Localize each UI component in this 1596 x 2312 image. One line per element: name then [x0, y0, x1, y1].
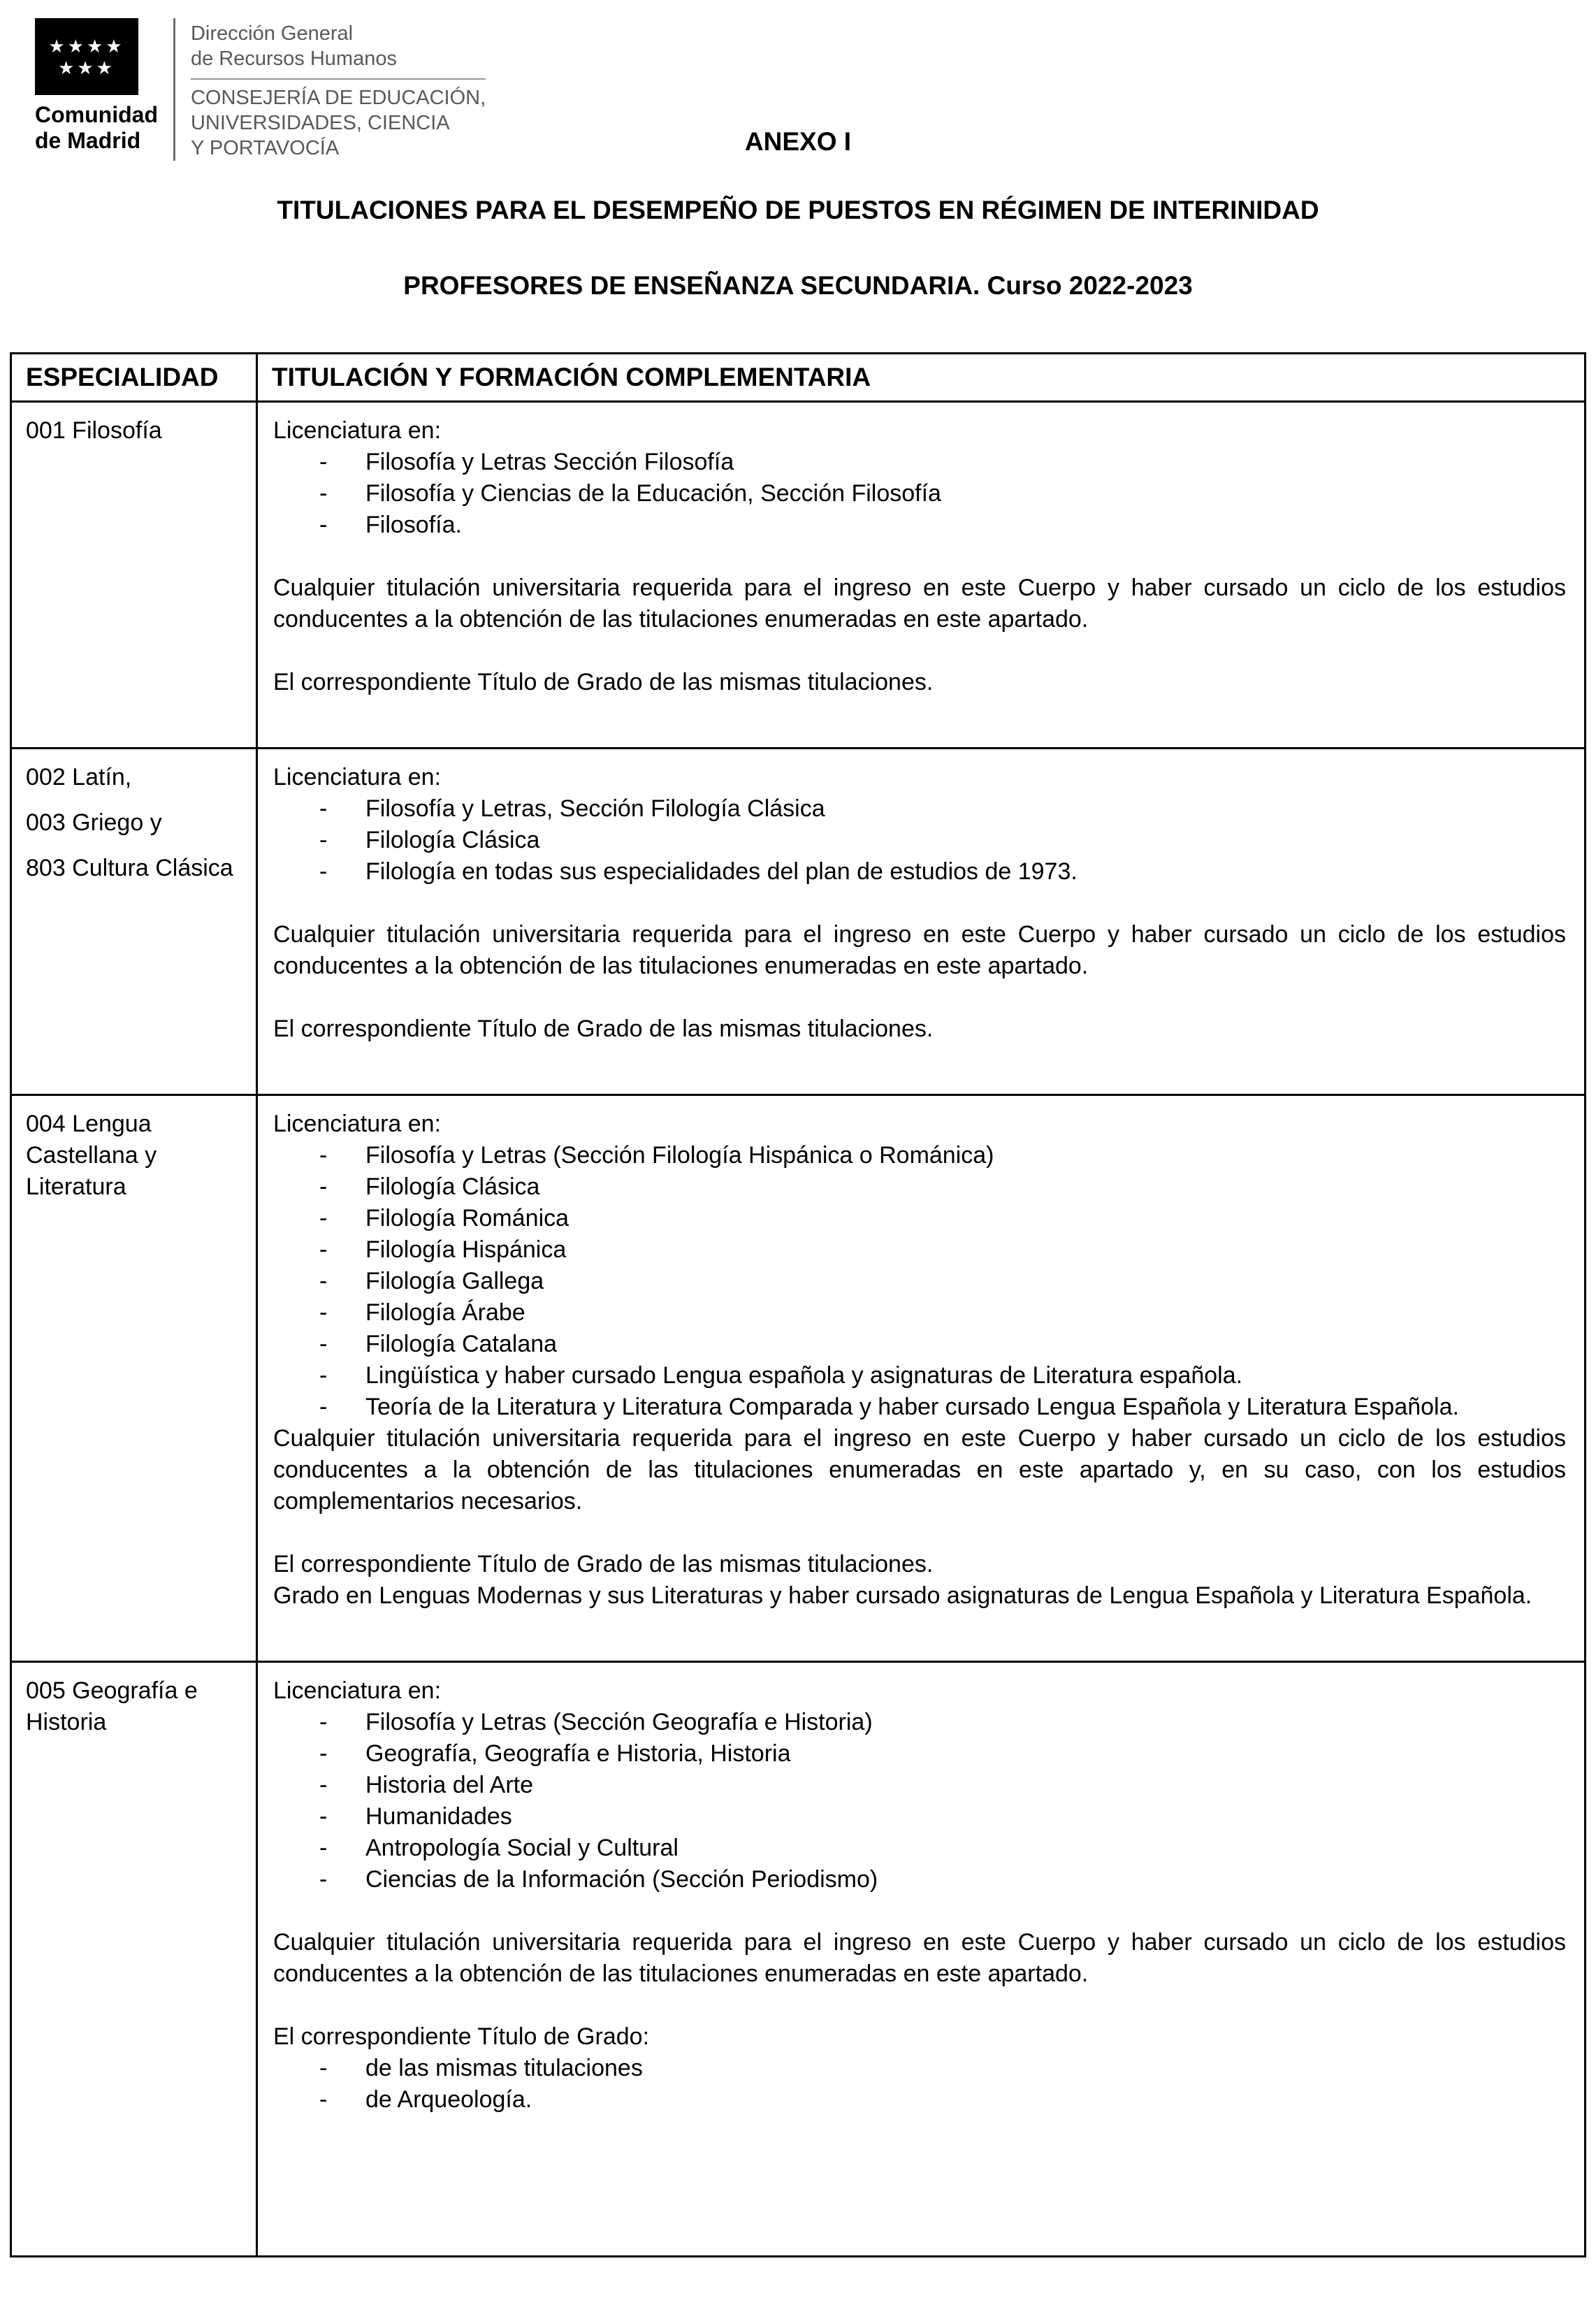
qualifications-table: [10, 352, 1586, 2257]
dept-line: Dirección General: [190, 22, 354, 45]
specialty-line: 005 Geografía e: [26, 1677, 198, 1704]
list-item-text: Filología Románica: [365, 1205, 570, 1231]
specialty-cell: [11, 749, 257, 1095]
list-item-text: de las mismas titulaciones: [365, 2055, 643, 2081]
dash-bullet: -: [319, 1205, 328, 1231]
specialty-line: 001 Filosofía: [26, 417, 162, 444]
list-item-text: Filología Clásica: [365, 827, 540, 853]
titulacion-list-item: [319, 1329, 1566, 1360]
dash-bullet: -: [319, 827, 328, 853]
logo-wordmark: [35, 102, 158, 154]
paragraph: Licenciatura en:: [273, 1677, 442, 1704]
specialty-line: 003 Griego y: [26, 809, 162, 836]
dash-bullet: -: [319, 1362, 328, 1389]
titulacion-list-item: [319, 2084, 1566, 2116]
specialty-cell: [11, 1662, 257, 2257]
table-row: [11, 1095, 1586, 1662]
titulacion-list-item: [319, 1833, 1566, 1864]
titulacion-cell: [257, 749, 1586, 1095]
dash-bullet: -: [319, 1268, 328, 1294]
list-item-text: Filosofía y Ciencias de la Educación, Sección Filosofía: [365, 480, 941, 507]
dash-bullet: -: [319, 1740, 328, 1767]
paragraph: El correspondiente Título de Grado de las mismas titulaciones.: [273, 669, 934, 695]
dash-bullet: -: [319, 1331, 328, 1357]
list-item-text: Filosofía y Letras, Sección Filología Clásica: [365, 795, 825, 822]
dash-bullet: -: [319, 512, 328, 538]
madrid-flag-stars-icon: [35, 18, 138, 95]
paragraph: El correspondiente Título de Grado:: [273, 2023, 650, 2050]
paragraph: Licenciatura en:: [273, 764, 442, 790]
dash-bullet: -: [319, 480, 328, 507]
council-line: Y PORTAVOCÍA: [190, 137, 340, 159]
council-line: CONSEJERÍA DE EDUCACIÓN,: [190, 87, 486, 109]
subtitle: PROFESORES DE ENSEÑANZA SECUNDARIA. Curso 2022-2023: [403, 271, 1193, 300]
titulacion-list-item: [319, 1707, 1566, 1738]
titulacion-list-item: [319, 447, 1566, 478]
annex-title: ANEXO I: [744, 127, 852, 156]
dash-bullet: -: [319, 1835, 328, 1861]
dash-bullet: -: [319, 1866, 328, 1893]
column-header-titulacion: TITULACIÓN Y FORMACIÓN COMPLEMENTARIA: [257, 354, 1586, 402]
titulacion-list-item: [319, 1140, 1566, 1171]
list-item-text: Filosofía y Letras Sección Filosofía: [365, 449, 734, 475]
dash-bullet: -: [319, 858, 328, 885]
titulacion-list-item: [319, 1234, 1566, 1266]
dash-bullet: -: [319, 1299, 328, 1326]
header-divider: [173, 18, 175, 161]
list-item-text: Historia del Arte: [365, 1772, 533, 1798]
dash-bullet: -: [319, 1709, 328, 1735]
list-item-text: Filosofía y Letras (Sección Filología Hispánica o Románica): [365, 1142, 994, 1169]
titulacion-list-item: [319, 510, 1566, 541]
list-item-text: Filología Árabe: [365, 1299, 525, 1326]
paragraph: Licenciatura en:: [273, 1111, 442, 1137]
paragraph: El correspondiente Título de Grado de las mismas titulaciones.: [273, 1551, 934, 1577]
list-item-text: Filología Gallega: [365, 1268, 544, 1294]
dash-bullet: -: [319, 795, 328, 822]
table-row: [11, 749, 1586, 1095]
titulacion-list-item: [319, 856, 1566, 888]
titulacion-cell: [257, 1662, 1586, 2257]
titulacion-list-item: [319, 1360, 1566, 1392]
titulacion-list: [273, 447, 1566, 541]
specialty-cell: [11, 1095, 257, 1662]
dash-bullet: -: [319, 1142, 328, 1169]
list-item-text: Filología en todas sus especialidades del plan de estudios de 1973.: [365, 858, 1078, 885]
stars-row-bottom: ★★★: [58, 57, 115, 78]
paragraph: Cualquier titulación universitaria requerida para el ingreso en este Cuerpo y haber cursado un ciclo de los estudios conducentes a la obtención de las titulaciones enumeradas en este apartado.: [273, 575, 1566, 633]
list-item-text: de Arqueología.: [365, 2086, 532, 2113]
titulacion-list-item: [319, 825, 1566, 856]
paragraph: Cualquier titulación universitaria requerida para el ingreso en este Cuerpo y haber cursado un ciclo de los estudios conducentes a la obtención de las titulaciones enumeradas en este apartado.: [273, 921, 1566, 979]
paragraph: El correspondiente Título de Grado de las mismas titulaciones.: [273, 1016, 934, 1042]
titulacion-list-item: [319, 1770, 1566, 1801]
comunidad-madrid-logo: [35, 18, 158, 161]
titulacion-list-item: [319, 1392, 1566, 1423]
dash-bullet: -: [319, 449, 328, 475]
titulacion-list-item: [319, 1203, 1566, 1234]
dash-bullet: -: [319, 1803, 328, 1830]
paragraph: Cualquier titulación universitaria requerida para el ingreso en este Cuerpo y haber cursado un ciclo de los estudios conducentes a la obtención de las titulaciones enumeradas en este apartado.: [273, 1929, 1566, 1987]
dash-bullet: -: [319, 1236, 328, 1263]
titulacion-list: [273, 1707, 1566, 1895]
titulacion-list-item: [319, 478, 1566, 510]
consejeria-lines: [191, 78, 486, 161]
list-item-text: Teoría de la Literatura y Literatura Comparada y haber cursado Lengua Española y Literatura Española.: [365, 1394, 1459, 1420]
specialty-line: Historia: [26, 1709, 107, 1735]
titulacion-list-item: [319, 1297, 1566, 1329]
dash-bullet: -: [319, 2055, 328, 2081]
specialty-line: 002 Latín,: [26, 764, 132, 790]
specialty-line: 803 Cultura Clásica: [26, 855, 233, 881]
list-item-text: Geografía, Geografía e Historia, Historia: [365, 1740, 791, 1767]
titulacion-list-item: [319, 1171, 1566, 1203]
titulacion-list-item: [319, 1266, 1566, 1297]
logo-name-line: Comunidad: [35, 102, 158, 127]
direccion-general-lines: [191, 21, 486, 71]
titulacion-list: [273, 1140, 1566, 1423]
titulacion-cell: [257, 1095, 1586, 1662]
department-block: [191, 18, 486, 161]
document-header: [35, 18, 486, 161]
titulacion-list-item: [319, 1738, 1566, 1770]
titulacion-list-item: [319, 1801, 1566, 1833]
dash-bullet: -: [319, 2086, 328, 2113]
main-title: TITULACIONES PARA EL DESEMPEÑO DE PUESTOS EN RÉGIMEN DE INTERINIDAD: [277, 196, 1319, 224]
specialty-line: Castellana y: [26, 1142, 157, 1169]
dash-bullet: -: [319, 1394, 328, 1420]
column-header-especialidad: ESPECIALIDAD: [11, 354, 257, 402]
titulacion-list: [273, 793, 1566, 888]
list-item-text: Filología Hispánica: [365, 1236, 567, 1263]
list-item-text: Ciencias de la Información (Sección Periodismo): [365, 1866, 878, 1893]
paragraph: Cualquier titulación universitaria requerida para el ingreso en este Cuerpo y haber cursado un ciclo de los estudios conducentes a la obtención de las titulaciones enumeradas en este apartado y, en su caso, con los estudios complementarios necesarios.: [273, 1425, 1566, 1515]
logo-name-line: de Madrid: [35, 128, 141, 153]
table-row: [11, 1662, 1586, 2257]
titulacion-cell: [257, 402, 1586, 749]
table-row: [11, 402, 1586, 749]
titulacion-list-item: [319, 793, 1566, 825]
dept-line: de Recursos Humanos: [190, 48, 397, 70]
list-item-text: Filosofía y Letras (Sección Geografía e Historia): [365, 1709, 873, 1735]
table-header-row: [11, 354, 1586, 402]
titulacion-list-item: [319, 1864, 1566, 1895]
paragraph: Licenciatura en:: [273, 417, 442, 444]
specialty-line: Literatura: [26, 1173, 126, 1200]
specialty-line: 004 Lengua: [26, 1111, 152, 1137]
list-item-text: Antropología Social y Cultural: [365, 1835, 679, 1861]
council-line: UNIVERSIDADES, CIENCIA: [190, 112, 450, 134]
list-item-text: Filosofía.: [365, 512, 462, 538]
stars-row-top: ★★★★: [48, 35, 125, 57]
dash-bullet: -: [319, 1173, 328, 1200]
list-item-text: Humanidades: [365, 1803, 512, 1830]
specialty-cell: [11, 402, 257, 749]
titulacion-list: [273, 2053, 1566, 2116]
list-item-text: Filología Catalana: [365, 1331, 558, 1357]
paragraph: Grado en Lenguas Modernas y sus Literaturas y haber cursado asignaturas de Lengua Española y Literatura Española.: [273, 1582, 1532, 1609]
titulacion-list-item: [319, 2053, 1566, 2084]
dash-bullet: -: [319, 1772, 328, 1798]
list-item-text: Filología Clásica: [365, 1173, 540, 1200]
list-item-text: Lingüística y haber cursado Lengua española y asignaturas de Literatura española.: [365, 1362, 1243, 1389]
